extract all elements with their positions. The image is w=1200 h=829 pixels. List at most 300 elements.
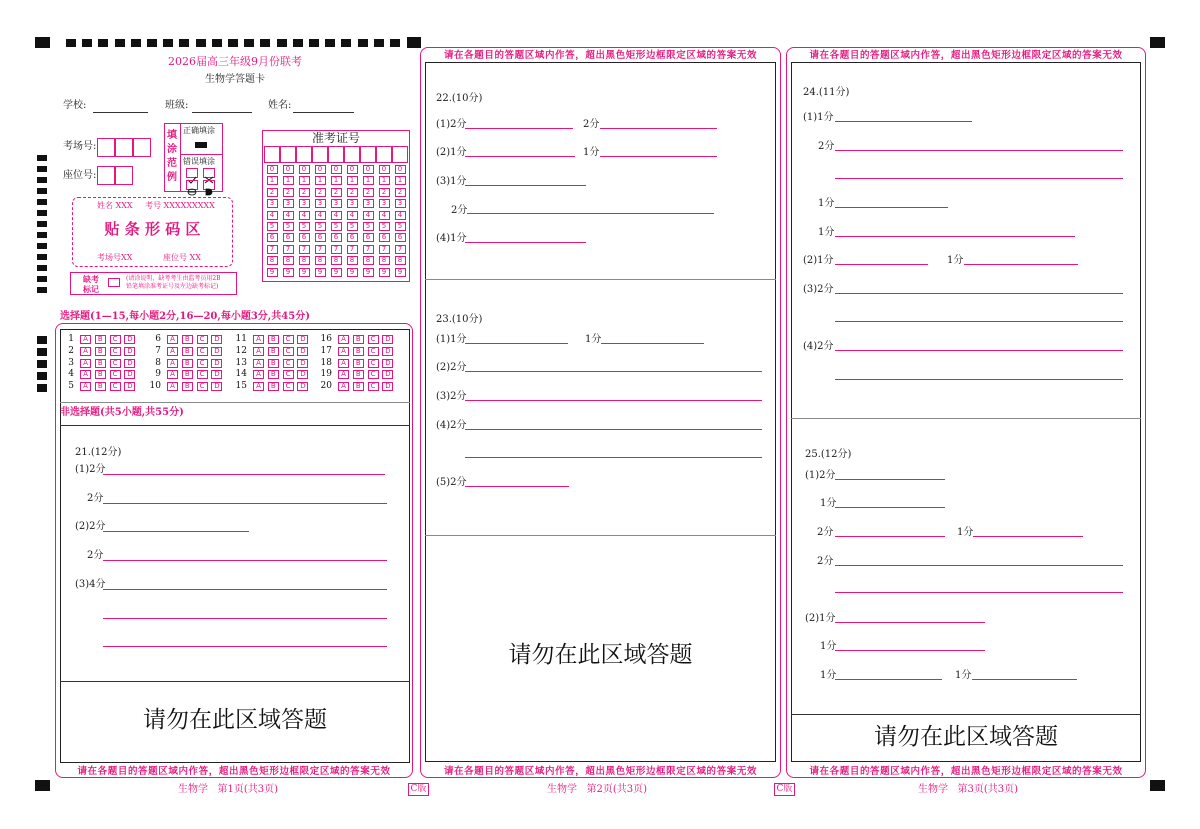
choice-bubble: B [353, 370, 364, 379]
answer-line [467, 213, 714, 214]
timing-mark [37, 199, 47, 205]
digit-bubble: 9 [347, 268, 358, 277]
question-number: 10 [149, 381, 161, 391]
choice-bubble: B [95, 347, 106, 356]
question-number: 16 [320, 334, 332, 344]
digit-bubble: 4 [267, 211, 278, 220]
digit-bubble: 6 [299, 233, 310, 242]
seat-label: 座位号: [63, 170, 97, 181]
digit-bubble: 3 [363, 199, 374, 208]
q24-part-label: (3)2分 [803, 284, 834, 295]
choice-bubble: A [167, 335, 178, 344]
timing-mark [98, 39, 108, 47]
choice-bubble: D [211, 382, 222, 391]
choice-bubble: A [338, 359, 349, 368]
choice-bubble: C [283, 335, 294, 344]
page-label: 生物学 第1页(共3页) [177, 784, 279, 795]
digit-bubble: 5 [299, 222, 310, 231]
answer-line [465, 242, 586, 243]
answer-line [835, 536, 945, 537]
timing-mark [37, 166, 47, 172]
timing-mark [37, 265, 47, 271]
fill-example-title: 填涂范例 [167, 130, 177, 183]
q22-part-label: (4)1分 [436, 233, 467, 244]
digit-bubble: 2 [331, 188, 342, 197]
timing-mark [212, 39, 222, 47]
timing-mark [37, 336, 47, 344]
digit-bubble: 1 [363, 176, 374, 185]
answer-line [600, 128, 717, 129]
answer-line [835, 679, 942, 680]
question-number: 14 [235, 369, 247, 379]
digit-bubble: 8 [331, 256, 342, 265]
choice-bubble: D [211, 370, 222, 379]
digit-bubble: 4 [315, 211, 326, 220]
answer-line [103, 618, 387, 619]
digit-bubble: 5 [395, 222, 406, 231]
answer-line [835, 507, 945, 508]
answer-line [103, 474, 385, 475]
page3-answer-box [791, 62, 1141, 762]
choice-bubble: C [283, 347, 294, 356]
check-mark-icon [186, 168, 198, 178]
digit-bubble: 1 [331, 176, 342, 185]
boundary-notice: 请在各题目的答题区域内作答，超出黑色矩形边框限定区域的答案无效 [77, 766, 391, 777]
digit-bubble: 2 [315, 188, 326, 197]
digit-bubble: 7 [363, 245, 374, 254]
timing-mark [37, 254, 47, 260]
choice-bubble: D [124, 335, 135, 344]
digit-bubble: 4 [299, 211, 310, 220]
absent-note-line-2: 铅笔填涂准考证号及左边缺考标记) [126, 283, 219, 290]
digit-bubble: 5 [315, 222, 326, 231]
q24-part-label: 2分 [818, 141, 835, 152]
admission-entry-box [312, 146, 328, 163]
answer-line [103, 589, 387, 590]
q24-part-label: 1分 [947, 255, 964, 266]
choice-bubble: C [197, 359, 208, 368]
digit-bubble: 0 [347, 165, 358, 174]
timing-mark [374, 39, 384, 47]
digit-bubble: 6 [283, 233, 294, 242]
timing-mark [260, 39, 270, 47]
choice-bubble: A [338, 370, 349, 379]
choice-bubble: A [80, 382, 91, 391]
choice-bubble: B [353, 335, 364, 344]
digit-bubble: 9 [267, 268, 278, 277]
digit-bubble: 7 [331, 245, 342, 254]
q24-part-label: (1)1分 [803, 112, 834, 123]
digit-bubble: 9 [379, 268, 390, 277]
q25-part-label: 2分 [817, 527, 834, 538]
card-title: 生物学答题卡 [205, 74, 265, 85]
no-answer-zone: 请勿在此区域答题 [508, 642, 693, 668]
choice-bubble: A [167, 370, 178, 379]
timing-mark [115, 39, 125, 47]
timing-mark [325, 39, 335, 47]
timing-mark [293, 39, 303, 47]
answer-line [835, 565, 1123, 566]
timing-mark [147, 39, 157, 47]
page-label: 生物学 第2页(共3页) [546, 784, 648, 795]
q25-title: 25.(12分) [805, 449, 852, 460]
timing-mark [163, 39, 173, 47]
timing-mark [277, 39, 287, 47]
timing-mark [228, 39, 238, 47]
answer-line [835, 293, 1123, 294]
timing-mark [37, 384, 47, 392]
digit-bubble: 0 [315, 165, 326, 174]
digit-bubble: 4 [331, 211, 342, 220]
digit-bubble: 7 [379, 245, 390, 254]
choice-bubble: D [124, 359, 135, 368]
room-box [115, 138, 133, 157]
choice-section-title: 选择题(1—15,每小题2分,16—20,每小题3分,共45分) [60, 311, 310, 322]
digit-bubble: 1 [395, 176, 406, 185]
barcode-exam-no: 考号 XXXXXXXXX [145, 201, 215, 210]
timing-mark [37, 210, 47, 216]
digit-bubble: 7 [283, 245, 294, 254]
answer-line [835, 150, 1123, 151]
admission-entry-box [280, 146, 296, 163]
room-box [97, 138, 115, 157]
digit-bubble: 5 [379, 222, 390, 231]
corner-mark [1150, 780, 1165, 791]
choice-bubble: C [110, 347, 121, 356]
digit-bubble: 5 [363, 222, 374, 231]
timing-mark [179, 39, 189, 47]
room-box [133, 138, 151, 157]
choice-bubble: D [297, 335, 308, 344]
admission-entry-box [392, 146, 408, 163]
choice-bubble: D [382, 335, 393, 344]
digit-bubble: 2 [283, 188, 294, 197]
answer-line [465, 156, 575, 157]
answer-line [103, 503, 387, 504]
question-number: 15 [235, 381, 247, 391]
digit-bubble: 5 [283, 222, 294, 231]
class-field [192, 112, 252, 113]
q25-part-label: 1分 [820, 498, 837, 509]
answer-line [972, 679, 1077, 680]
digit-bubble: 3 [299, 199, 310, 208]
q25-part-label: 1分 [820, 670, 837, 681]
choice-bubble: C [110, 359, 121, 368]
barcode-title: 贴 条 形 码 区 [104, 220, 201, 238]
q23-part-label: (5)2分 [436, 477, 467, 488]
choice-bubble: C [368, 335, 379, 344]
seat-box [115, 166, 133, 185]
q24-part-label: (4)2分 [803, 341, 834, 352]
boundary-notice: 请在各题目的答题区域内作答，超出黑色矩形边框限定区域的答案无效 [443, 766, 758, 777]
digit-bubble: 6 [363, 233, 374, 242]
timing-mark [37, 155, 47, 161]
digit-bubble: 0 [379, 165, 390, 174]
room-label: 考场号: [63, 141, 97, 152]
digit-bubble: 6 [347, 233, 358, 242]
q22-part-label: 2分 [583, 119, 600, 130]
timing-mark [37, 276, 47, 282]
timing-mark [196, 39, 206, 47]
q21-part-label: (3)4分 [75, 579, 106, 590]
timing-mark [37, 221, 47, 227]
choice-divider [60, 402, 410, 403]
digit-bubble: 1 [379, 176, 390, 185]
choice-bubble: B [268, 347, 279, 356]
digit-bubble: 4 [379, 211, 390, 220]
q23-part-label: (4)2分 [436, 420, 467, 431]
class-label: 班级: [165, 100, 189, 111]
digit-bubble: 6 [315, 233, 326, 242]
choice-bubble: B [182, 335, 193, 344]
choice-bubble: A [253, 359, 264, 368]
answer-line [465, 371, 762, 372]
digit-bubble: 0 [267, 165, 278, 174]
answer-line [465, 486, 569, 487]
choice-bubble: A [80, 359, 91, 368]
name-field [293, 112, 354, 113]
timing-mark [341, 39, 351, 47]
digit-bubble: 3 [315, 199, 326, 208]
digit-bubble: 9 [315, 268, 326, 277]
timing-mark [37, 360, 47, 368]
choice-bubble: B [182, 347, 193, 356]
digit-bubble: 9 [363, 268, 374, 277]
digit-bubble: 9 [395, 268, 406, 277]
question-number: 13 [235, 358, 247, 368]
admission-entry-box [376, 146, 392, 163]
admission-entry-box [328, 146, 344, 163]
question-number: 12 [235, 346, 247, 356]
choice-bubble: C [283, 370, 294, 379]
question-number: 11 [235, 334, 247, 344]
answer-line [835, 321, 1123, 322]
boundary-notice: 请在各题目的答题区域内作答，超出黑色矩形边框限定区域的答案无效 [809, 766, 1123, 777]
q21-title: 21.(12分) [75, 447, 122, 458]
digit-bubble: 8 [347, 256, 358, 265]
q22-part-label: (2)1分 [436, 147, 467, 158]
digit-bubble: 6 [395, 233, 406, 242]
choice-bubble: C [368, 359, 379, 368]
digit-bubble: 3 [379, 199, 390, 208]
wrong-fill-label: 错误填涂 [183, 157, 215, 166]
digit-bubble: 4 [283, 211, 294, 220]
digit-bubble: 7 [299, 245, 310, 254]
choice-bubble: A [80, 335, 91, 344]
digit-bubble: 2 [379, 188, 390, 197]
choice-bubble: A [167, 359, 178, 368]
q21-part-label: 2分 [87, 493, 104, 504]
digit-bubble: 1 [283, 176, 294, 185]
answer-line [465, 429, 762, 430]
admission-number-title: 准考证号 [311, 131, 360, 145]
choice-bubble: B [268, 359, 279, 368]
answer-line [465, 457, 762, 458]
choice-bubble: B [95, 359, 106, 368]
question-number: 1 [68, 334, 74, 344]
digit-bubble: 8 [267, 256, 278, 265]
digit-bubble: 8 [379, 256, 390, 265]
digit-bubble: 8 [299, 256, 310, 265]
choice-bubble: C [110, 335, 121, 344]
no-answer-zone: 请勿在此区域答题 [143, 707, 327, 733]
question-divider [425, 279, 776, 280]
boundary-notice: 请在各题目的答题区域内作答，超出黑色矩形边框限定区域的答案无效 [809, 50, 1123, 61]
choice-bubble: B [95, 335, 106, 344]
absent-mark-checkbox [108, 278, 120, 287]
question-divider [791, 418, 1141, 419]
barcode-seat: 座位号 XX [163, 253, 201, 262]
digit-bubble: 2 [363, 188, 374, 197]
digit-bubble: 3 [331, 199, 342, 208]
q22-part-label: 2分 [451, 205, 468, 216]
choice-bubble: C [368, 370, 379, 379]
question-number: 19 [320, 369, 332, 379]
digit-bubble: 8 [283, 256, 294, 265]
digit-bubble: 6 [379, 233, 390, 242]
no-answer-divider [425, 535, 776, 536]
digit-bubble: 0 [299, 165, 310, 174]
digit-bubble: 3 [267, 199, 278, 208]
digit-bubble: 0 [283, 165, 294, 174]
seat-box [97, 166, 115, 185]
answer-line [835, 479, 945, 480]
fill-example-divider [180, 123, 181, 192]
choice-bubble: B [95, 382, 106, 391]
digit-bubble: 9 [299, 268, 310, 277]
absent-mark-label: 缺考标记 [83, 274, 99, 294]
choice-bubble: D [124, 347, 135, 356]
choice-bubble: D [382, 382, 393, 391]
q24-part-label: 1分 [818, 198, 835, 209]
answer-line [835, 264, 928, 265]
timing-mark [37, 188, 47, 194]
q25-part-label: (2)1分 [805, 613, 836, 624]
choice-bubble: A [253, 335, 264, 344]
timing-mark [37, 232, 47, 238]
choice-bubble: C [197, 370, 208, 379]
digit-bubble: 7 [267, 245, 278, 254]
choice-bubble: D [211, 335, 222, 344]
q25-part-label: 1分 [820, 641, 837, 652]
corner-mark [1150, 37, 1165, 48]
timing-mark [358, 39, 368, 47]
question-number: 9 [155, 369, 161, 379]
choice-bubble: A [80, 347, 91, 356]
answer-line [835, 350, 1123, 351]
q25-part-label: 1分 [957, 527, 974, 538]
choice-bubble: D [297, 370, 308, 379]
q22-part-label: 1分 [583, 147, 600, 158]
page1-answer-box [60, 329, 410, 763]
q23-title: 23.(10分) [436, 314, 483, 325]
digit-bubble: 4 [363, 211, 374, 220]
digit-bubble: 9 [283, 268, 294, 277]
digit-bubble: 1 [267, 176, 278, 185]
choice-bubble: A [167, 382, 178, 391]
answer-line [835, 236, 1075, 237]
timing-mark [244, 39, 254, 47]
answer-line [103, 560, 387, 561]
timing-mark [37, 348, 47, 356]
dash-mark-icon [186, 180, 198, 190]
digit-bubble: 8 [315, 256, 326, 265]
choice-bubble: C [368, 382, 379, 391]
choice-bubble: B [182, 359, 193, 368]
digit-bubble: 4 [395, 211, 406, 220]
choice-bubble: B [268, 335, 279, 344]
answer-line [964, 264, 1078, 265]
digit-bubble: 2 [395, 188, 406, 197]
q24-title: 24.(11分) [803, 87, 850, 98]
choice-bubble: C [197, 382, 208, 391]
version-badge: C版 [774, 783, 795, 796]
absent-note-line-1: (请涂说明，缺考考生由监考员用2B [126, 275, 221, 282]
q21-part-label: 2分 [87, 550, 104, 561]
digit-bubble: 0 [331, 165, 342, 174]
q24-part-label: 1分 [818, 227, 835, 238]
q21-part-label: (2)2分 [75, 521, 106, 532]
choice-bubble: D [297, 347, 308, 356]
choice-bubble: D [124, 370, 135, 379]
choice-bubble: B [353, 359, 364, 368]
choice-bubble: C [368, 347, 379, 356]
choice-bubble: D [297, 382, 308, 391]
page-label: 生物学 第3页(共3页) [917, 784, 1019, 795]
q22-part-label: (1)2分 [436, 119, 467, 130]
choice-bubble: A [80, 370, 91, 379]
answer-line [835, 379, 1123, 380]
choice-bubble: D [382, 359, 393, 368]
corner-mark [407, 37, 421, 48]
choice-bubble: A [253, 347, 264, 356]
choice-bubble: C [197, 347, 208, 356]
choice-bubble: B [182, 382, 193, 391]
choice-bubble: D [382, 347, 393, 356]
no-answer-divider [791, 714, 1141, 715]
nonchoice-section-title: 非选择题(共5小题,共55分) [60, 407, 184, 418]
admission-entry-box [264, 146, 280, 163]
digit-bubble: 2 [347, 188, 358, 197]
choice-bubble: C [283, 359, 294, 368]
question-number: 2 [68, 346, 74, 356]
timing-mark [66, 39, 76, 47]
choice-bubble: B [268, 382, 279, 391]
digit-bubble: 3 [347, 199, 358, 208]
corner-mark [35, 780, 50, 791]
choice-bubble: D [211, 359, 222, 368]
admission-entry-box [360, 146, 376, 163]
question-number: 5 [68, 381, 74, 391]
digit-bubble: 7 [315, 245, 326, 254]
choice-bubble: A [253, 382, 264, 391]
digit-bubble: 9 [331, 268, 342, 277]
q25-part-label: (1)2分 [805, 470, 836, 481]
q22-part-label: (3)1分 [436, 176, 467, 187]
digit-bubble: 3 [283, 199, 294, 208]
digit-bubble: 5 [267, 222, 278, 231]
choice-bubble: B [353, 382, 364, 391]
digit-bubble: 5 [331, 222, 342, 231]
digit-bubble: 7 [347, 245, 358, 254]
school-field [93, 112, 148, 113]
correct-fill-label: 正确填涂 [183, 126, 215, 135]
q23-part-label: (1)1分 [436, 334, 467, 345]
admission-entry-box [296, 146, 312, 163]
name-label: 姓名: [268, 100, 292, 111]
digit-bubble: 0 [363, 165, 374, 174]
choice-bubble: B [182, 370, 193, 379]
